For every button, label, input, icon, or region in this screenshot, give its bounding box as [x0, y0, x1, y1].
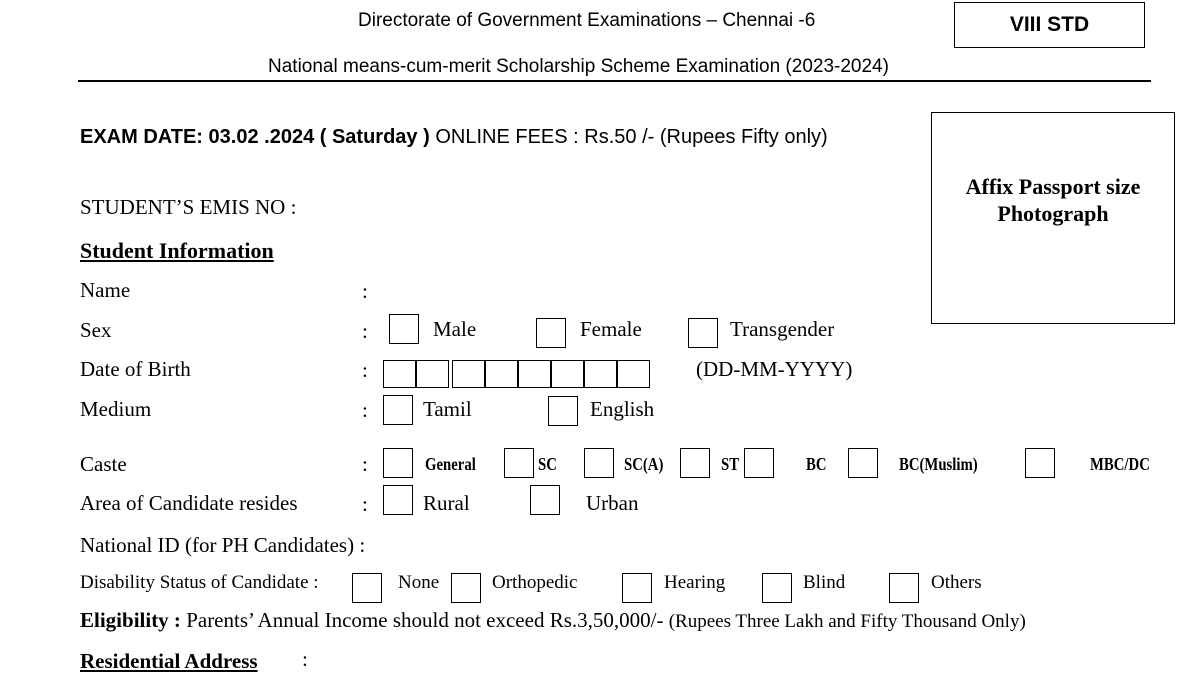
dob-digit-box[interactable] [551, 360, 584, 388]
caste-sc-checkbox[interactable] [504, 448, 534, 478]
medium-tamil-label: Tamil [423, 397, 472, 421]
medium-english-checkbox[interactable] [548, 396, 578, 426]
disability-others-checkbox[interactable] [889, 573, 919, 603]
medium-english-label: English [590, 397, 655, 421]
dob-digit-box[interactable] [452, 360, 485, 388]
residential-address-colon: : [302, 647, 308, 671]
caste-bc-muslim-label: BC(Muslim) [899, 454, 978, 474]
caste-general-label: General [425, 454, 476, 474]
caste-bc-muslim-checkbox[interactable] [848, 448, 878, 478]
sex-female-checkbox[interactable] [536, 318, 566, 348]
dob-format: (DD-MM-YYYY) [696, 357, 853, 381]
disability-orthopedic-label: Orthopedic [492, 572, 578, 593]
directorate-title: Directorate of Government Examinations – Chennai -6 [358, 10, 816, 31]
sex-colon: : [362, 319, 368, 343]
disability-none-checkbox[interactable] [352, 573, 382, 603]
medium-tamil-checkbox[interactable] [383, 395, 413, 425]
area-colon: : [362, 492, 368, 516]
area-rural-label: Rural [423, 491, 470, 515]
std-label: VIII STD [1009, 13, 1090, 36]
caste-label: Caste [80, 452, 127, 476]
eligibility-note: (Rupees Three Lakh and Fifty Thousand Only) [668, 611, 1026, 632]
dob-digit-box[interactable] [617, 360, 650, 388]
area-urban-checkbox[interactable] [530, 485, 560, 515]
disability-hearing-checkbox[interactable] [622, 573, 652, 603]
disability-blind-checkbox[interactable] [762, 573, 792, 603]
medium-label: Medium [80, 397, 152, 421]
residential-address-label: Residential Address [80, 649, 258, 673]
dob-label: Date of Birth [80, 357, 191, 381]
area-urban-label: Urban [586, 491, 639, 515]
dob-digit-box[interactable] [518, 360, 551, 388]
exam-name: National means-cum-merit Scholarship Scheme Examination (2023-2024) [268, 56, 889, 77]
disability-hearing-label: Hearing [664, 572, 726, 593]
medium-colon: : [362, 398, 368, 422]
emis-label: STUDENT’S EMIS NO : [80, 195, 297, 219]
header-divider [78, 80, 1151, 82]
dob-digit-box[interactable] [383, 360, 416, 388]
disability-blind-label: Blind [803, 572, 846, 593]
exam-date-value: 03.02 .2024 [208, 126, 315, 148]
area-label: Area of Candidate resides [80, 491, 298, 515]
area-rural-checkbox[interactable] [383, 485, 413, 515]
online-fees: ONLINE FEES : Rs.50 /- (Rupees Fifty only) [435, 126, 828, 148]
caste-sc-label: SC [538, 454, 557, 474]
caste-general-checkbox[interactable] [383, 448, 413, 478]
sex-transgender-label: Transgender [730, 317, 835, 341]
exam-date-label: EXAM DATE: [80, 126, 203, 148]
sex-female-label: Female [580, 317, 642, 341]
caste-mbc-dc-checkbox[interactable] [1025, 448, 1055, 478]
eligibility-label: Eligibility : [80, 608, 181, 632]
dob-digit-box[interactable] [584, 360, 617, 388]
disability-others-label: Others [931, 572, 982, 593]
dob-colon: : [362, 358, 368, 382]
eligibility-line [80, 608, 1026, 633]
name-colon: : [362, 279, 368, 303]
disability-none-label: None [398, 572, 440, 593]
caste-sca-label: SC(A) [624, 454, 664, 474]
disability-label: Disability Status of Candidate : [80, 572, 319, 593]
sex-male-checkbox[interactable] [389, 314, 419, 344]
caste-bc-checkbox[interactable] [744, 448, 774, 478]
name-label: Name [80, 278, 131, 302]
caste-st-label: ST [721, 454, 740, 474]
section-title: Student Information [80, 238, 274, 263]
sex-transgender-checkbox[interactable] [688, 318, 718, 348]
std-label-box [954, 2, 1145, 48]
national-id-label: National ID (for PH Candidates) : [80, 533, 366, 557]
caste-sca-checkbox[interactable] [584, 448, 614, 478]
exam-day: ( Saturday ) [319, 126, 430, 148]
caste-mbc-dc-label: MBC/DC [1090, 454, 1150, 474]
photo-box [931, 112, 1175, 324]
disability-orthopedic-checkbox[interactable] [451, 573, 481, 603]
dob-digit-box[interactable] [416, 360, 449, 388]
eligibility-text: Parents’ Annual Income should not exceed Rs.3,50,000/- [186, 608, 664, 632]
dob-digit-box[interactable] [485, 360, 518, 388]
exam-info-line [80, 126, 828, 149]
caste-bc-label: BC [806, 454, 827, 474]
caste-st-checkbox[interactable] [680, 448, 710, 478]
caste-colon: : [362, 452, 368, 476]
sex-male-label: Male [433, 317, 477, 341]
photo-box-text: Affix Passport size Photograph [965, 174, 1141, 226]
sex-label: Sex [80, 318, 112, 342]
